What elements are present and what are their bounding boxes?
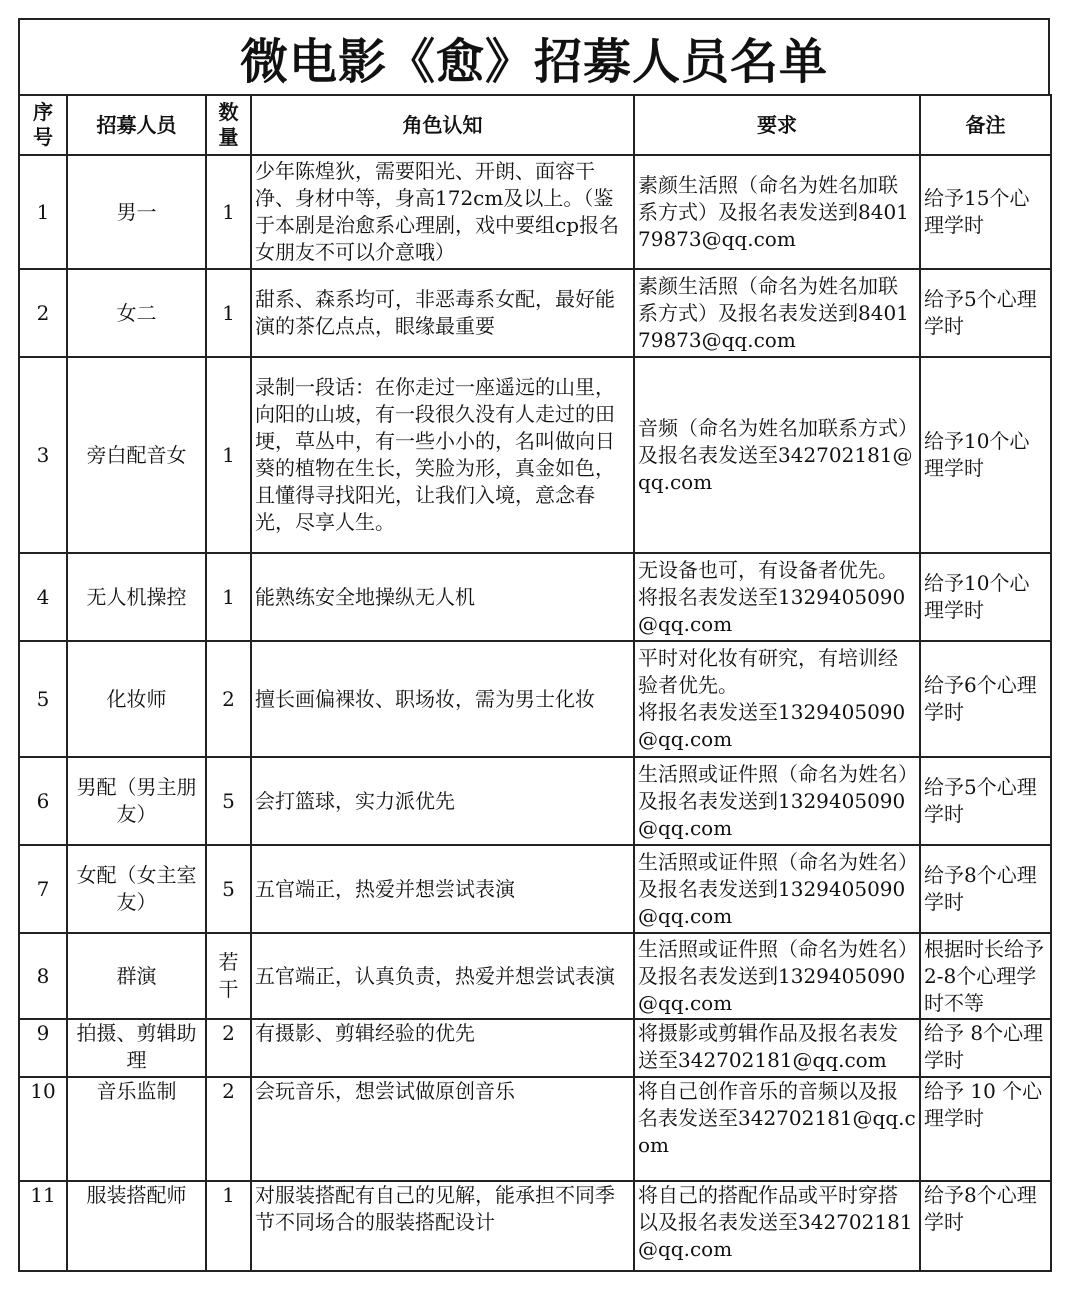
cell-requirements: 素颜生活照（命名为姓名加联系方式）及报名表发送到840179873@qq.com <box>634 155 920 269</box>
cell-index: 9 <box>19 1019 67 1077</box>
cell-role: 群演 <box>67 933 206 1019</box>
cell-role: 音乐监制 <box>67 1077 206 1181</box>
cell-notes: 给予 8个心理学时 <box>920 1019 1051 1077</box>
cell-count: 2 <box>206 641 251 757</box>
cell-notes: 给予5个心理学时 <box>920 269 1051 357</box>
cell-notes: 根据时长给予2-8个心理学时不等 <box>920 933 1051 1019</box>
table-header-row <box>19 95 1051 155</box>
cell-notes: 给予 10 个心理学时 <box>920 1077 1051 1181</box>
cell-notes: 给予5个心理学时 <box>920 757 1051 845</box>
cell-description: 有摄影、剪辑经验的优先 <box>251 1019 634 1077</box>
cell-description: 五官端正，热爱并想尝试表演 <box>251 845 634 933</box>
table-row <box>19 1077 1051 1181</box>
cell-index: 4 <box>19 553 67 641</box>
cell-count: 1 <box>206 553 251 641</box>
cell-index: 3 <box>19 357 67 553</box>
cell-role: 服装搭配师 <box>67 1181 206 1271</box>
page-title: 微电影《愈》招募人员名单 <box>239 33 828 90</box>
header-requirements: 要求 <box>634 95 920 155</box>
cell-description: 少年陈煌狄，需要阳光、开朗、面容干净、身材中等，身高172cm及以上。（鉴于本剧是治愈系心理剧，戏中要组cp报名女朋友不可以介意哦） <box>251 155 634 269</box>
cell-requirements: 生活照或证件照（命名为姓名）及报名表发送到1329405090@qq.com <box>634 845 920 933</box>
cell-description: 会玩音乐，想尝试做原创音乐 <box>251 1077 634 1181</box>
title-bar <box>18 18 1050 94</box>
cell-index: 6 <box>19 757 67 845</box>
cell-requirements: 无设备也可，有设备者优先。将报名表发送至1329405090@qq.com <box>634 553 920 641</box>
cell-role: 男一 <box>67 155 206 269</box>
cell-role: 拍摄、剪辑助理 <box>67 1019 206 1077</box>
cell-requirements: 将自己的搭配作品或平时穿搭以及报名表发送至342702181@qq.com <box>634 1181 920 1271</box>
cell-requirements: 生活照或证件照（命名为姓名）及报名表发送到1329405090@qq.com <box>634 933 920 1019</box>
table-body <box>19 155 1051 1271</box>
table-row <box>19 845 1051 933</box>
cell-description: 会打篮球，实力派优先 <box>251 757 634 845</box>
cell-requirements: 平时对化妆有研究，有培训经验者优先。 将报名表发送至1329405090@qq.com <box>634 641 920 757</box>
header-count: 数量 <box>206 95 251 155</box>
table-row <box>19 553 1051 641</box>
table-row <box>19 269 1051 357</box>
cell-notes: 给予15个心理学时 <box>920 155 1051 269</box>
cell-count: 1 <box>206 269 251 357</box>
table-row <box>19 155 1051 269</box>
cell-count: 5 <box>206 845 251 933</box>
cell-role: 旁白配音女 <box>67 357 206 553</box>
cell-count: 1 <box>206 1181 251 1271</box>
cell-role: 女二 <box>67 269 206 357</box>
cell-count: 1 <box>206 357 251 553</box>
table-row <box>19 757 1051 845</box>
cell-role: 化妆师 <box>67 641 206 757</box>
cell-description: 能熟练安全地操纵无人机 <box>251 553 634 641</box>
cell-requirements: 将摄影或剪辑作品及报名表发送至342702181@qq.com <box>634 1019 920 1077</box>
cell-requirements: 生活照或证件照（命名为姓名）及报名表发送到1329405090@qq.com <box>634 757 920 845</box>
cell-index: 1 <box>19 155 67 269</box>
header-description: 角色认知 <box>251 95 634 155</box>
cell-index: 8 <box>19 933 67 1019</box>
table-row <box>19 1181 1051 1271</box>
cell-requirements: 素颜生活照（命名为姓名加联系方式）及报名表发送到840179873@qq.com <box>634 269 920 357</box>
cell-role: 无人机操控 <box>67 553 206 641</box>
table-row <box>19 933 1051 1019</box>
cell-role: 男配（男主朋友） <box>67 757 206 845</box>
cell-description: 五官端正，认真负责，热爱并想尝试表演 <box>251 933 634 1019</box>
recruitment-table <box>18 94 1052 1272</box>
table-row <box>19 641 1051 757</box>
cell-requirements: 音频（命名为姓名加联系方式）及报名表发送至342702181@qq.com <box>634 357 920 553</box>
cell-description: 擅长画偏裸妆、职场妆，需为男士化妆 <box>251 641 634 757</box>
cell-notes: 给予8个心理学时 <box>920 845 1051 933</box>
cell-requirements: 将自己创作音乐的音频以及报名表发送至342702181@qq.com <box>634 1077 920 1181</box>
cell-index: 2 <box>19 269 67 357</box>
cell-notes: 给予10个心理学时 <box>920 357 1051 553</box>
cell-count: 若干 <box>206 933 251 1019</box>
table-row <box>19 357 1051 553</box>
cell-count: 2 <box>206 1019 251 1077</box>
cell-count: 5 <box>206 757 251 845</box>
recruitment-sheet <box>18 18 1050 1272</box>
cell-role: 女配（女主室友） <box>67 845 206 933</box>
cell-count: 1 <box>206 155 251 269</box>
header-notes: 备注 <box>920 95 1051 155</box>
cell-index: 11 <box>19 1181 67 1271</box>
cell-notes: 给予8个心理学时 <box>920 1181 1051 1271</box>
cell-index: 7 <box>19 845 67 933</box>
table-row <box>19 1019 1051 1077</box>
cell-description: 甜系、森系均可，非恶毒系女配，最好能演的茶亿点点，眼缘最重要 <box>251 269 634 357</box>
cell-notes: 给予6个心理学时 <box>920 641 1051 757</box>
cell-index: 5 <box>19 641 67 757</box>
cell-index: 10 <box>19 1077 67 1181</box>
header-role: 招募人员 <box>67 95 206 155</box>
cell-description: 对服装搭配有自己的见解，能承担不同季节不同场合的服装搭配设计 <box>251 1181 634 1271</box>
cell-count: 2 <box>206 1077 251 1181</box>
cell-description: 录制一段话：在你走过一座遥远的山里，向阳的山坡，有一段很久没有人走过的田埂，草丛中，有一些小小的，名叫做向日葵的植物在生长，笑脸为形，真金如色，且懂得寻找阳光，让我们入境，意念春光，尽享人生。 <box>251 357 634 553</box>
cell-notes: 给予10个心理学时 <box>920 553 1051 641</box>
header-index: 序号 <box>19 95 67 155</box>
